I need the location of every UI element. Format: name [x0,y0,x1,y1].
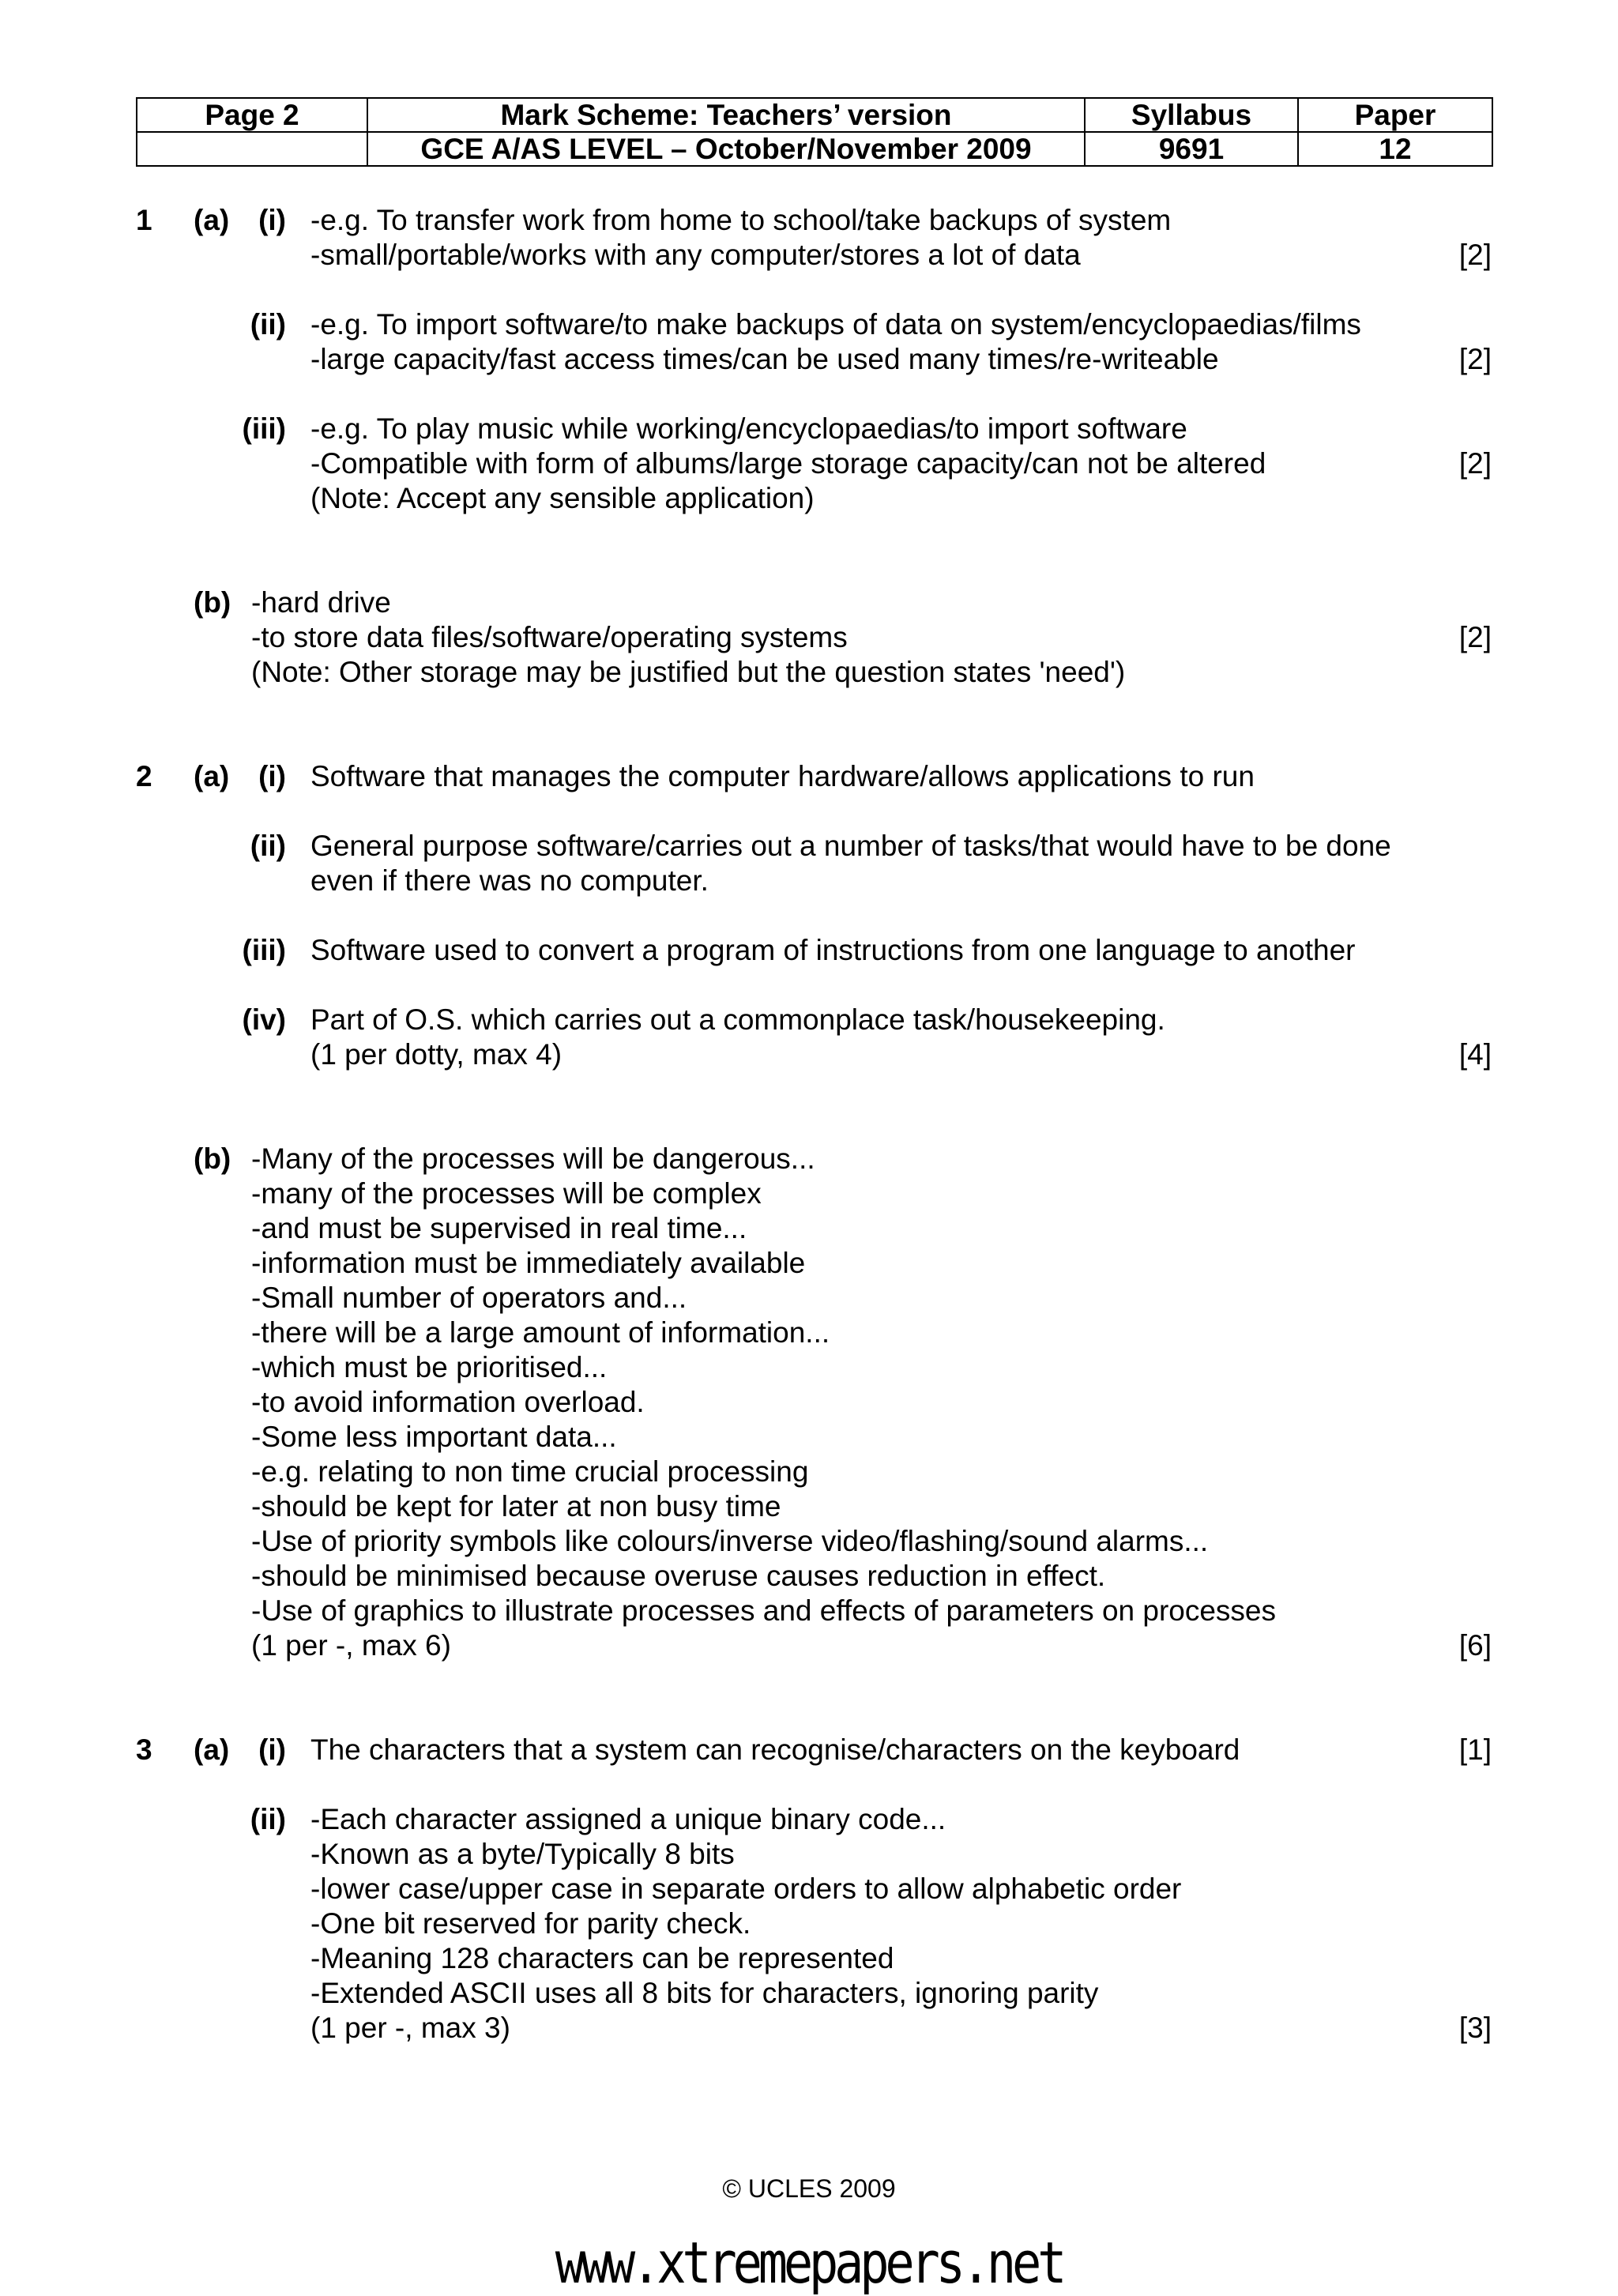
answer-line: -small/portable/works with any computer/stores a lot of data [310,239,1081,271]
subpart-label: (i) [258,204,286,236]
subpart-label: (iii) [242,412,286,445]
mark-allocation: [4] [1458,1038,1492,1071]
header-table [136,97,1493,167]
question-number: 2 [136,760,152,792]
answer-line: -Use of priority symbols like colours/inverse video/flashing/sound alarms... [251,1525,1209,1557]
part-label: (a) [194,204,230,236]
answer-line: -many of the processes will be complex [251,1177,762,1210]
answer-line: -e.g. To play music while working/encyclopaedias/to import software [310,412,1187,445]
mark-allocation: [6] [1458,1629,1492,1662]
mark-allocation: [2] [1458,447,1492,480]
question-number: 3 [136,1733,152,1766]
answer-line: (Note: Other storage may be justified but the question states 'need') [251,656,1126,688]
header-empty-cell [137,132,367,166]
part-label: (b) [194,586,231,619]
mark-allocation: [2] [1458,621,1492,653]
answer-line: (Note: Accept any sensible application) [310,482,815,514]
answer-line: -e.g. To import software/to make backups of data on system/encyclopaedias/films [310,308,1361,341]
answer-line: (1 per -, max 3) [310,2012,510,2044]
subpart-label: (iii) [242,934,286,966]
answer-line: even if there was no computer. [310,864,709,897]
header-paper-number: 12 [1298,132,1492,166]
header-syllabus-code: 9691 [1085,132,1298,166]
answer-line: -Small number of operators and... [251,1282,687,1314]
mark-allocation: [2] [1458,343,1492,375]
answer-line: -there will be a large amount of information... [251,1316,830,1349]
answer-line: -One bit reserved for parity check. [310,1907,751,1940]
answer-line: -e.g. To transfer work from home to school/take backups of system [310,204,1172,236]
subpart-label: (i) [258,1733,286,1766]
answer-line: -hard drive [251,586,391,619]
header-row [137,98,1492,132]
subpart-label: (ii) [250,830,286,862]
answer-line: -Each character assigned a unique binary code... [310,1803,946,1835]
answer-line: -which must be prioritised... [251,1351,608,1383]
mark-allocation: [2] [1458,239,1492,271]
subpart-label: (ii) [250,1803,286,1835]
part-label: (b) [194,1142,231,1175]
copyright-footer: © UCLES 2009 [722,2174,896,2203]
header-title: Mark Scheme: Teachers’ version [367,98,1085,132]
mark-allocation: [1] [1458,1733,1492,1766]
answer-line: -Extended ASCII uses all 8 bits for characters, ignoring parity [310,1977,1099,2009]
answer-line: -to avoid information overload. [251,1386,645,1418]
answer-line: The characters that a system can recognise/characters on the keyboard [310,1733,1240,1766]
header-paper-label: Paper [1298,98,1492,132]
answer-line: Software used to convert a program of instructions from one language to another [310,934,1356,966]
answer-line: -and must be supervised in real time... [251,1212,747,1244]
mark-allocation: [3] [1458,2012,1492,2044]
website-watermark: www.xtremepapers.net [555,2230,1063,2296]
answer-line: -should be minimised because overuse causes reduction in effect. [251,1560,1106,1592]
answer-line: -Meaning 128 characters can be represented [310,1942,894,1974]
answer-line: -information must be immediately available [251,1247,806,1279]
answer-line: (1 per -, max 6) [251,1629,451,1662]
answer-line: -to store data files/software/operating systems [251,621,848,653]
part-label: (a) [194,1733,230,1766]
subpart-label: (ii) [250,308,286,341]
answer-line: -lower case/upper case in separate orders to allow alphabetic order [310,1873,1182,1905]
answer-line: -Known as a byte/Typically 8 bits [310,1838,735,1870]
header-exam: GCE A/AS LEVEL – October/November 2009 [367,132,1085,166]
answer-line: Software that manages the computer hardware/allows applications to run [310,760,1255,792]
answer-line: -e.g. relating to non time crucial processing [251,1455,809,1488]
answer-line: -Many of the processes will be dangerous... [251,1142,815,1175]
answer-line: -Use of graphics to illustrate processes and effects of parameters on processes [251,1594,1277,1627]
answer-line: -large capacity/fast access times/can be used many times/re-writeable [310,343,1219,375]
subpart-label: (iv) [242,1003,286,1036]
header-syllabus-label: Syllabus [1085,98,1298,132]
answer-line: -Some less important data... [251,1421,617,1453]
answer-line: General purpose software/carries out a number of tasks/that would have to be done [310,830,1391,862]
answer-line: -Compatible with form of albums/large storage capacity/can not be altered [310,447,1266,480]
header-page: Page 2 [137,98,367,132]
answer-line: Part of O.S. which carries out a commonplace task/housekeeping. [310,1003,1165,1036]
subpart-label: (i) [258,760,286,792]
header-row [137,132,1492,166]
answer-line: -should be kept for later at non busy time [251,1490,781,1523]
part-label: (a) [194,760,230,792]
answer-line: (1 per dotty, max 4) [310,1038,563,1071]
question-number: 1 [136,204,152,236]
